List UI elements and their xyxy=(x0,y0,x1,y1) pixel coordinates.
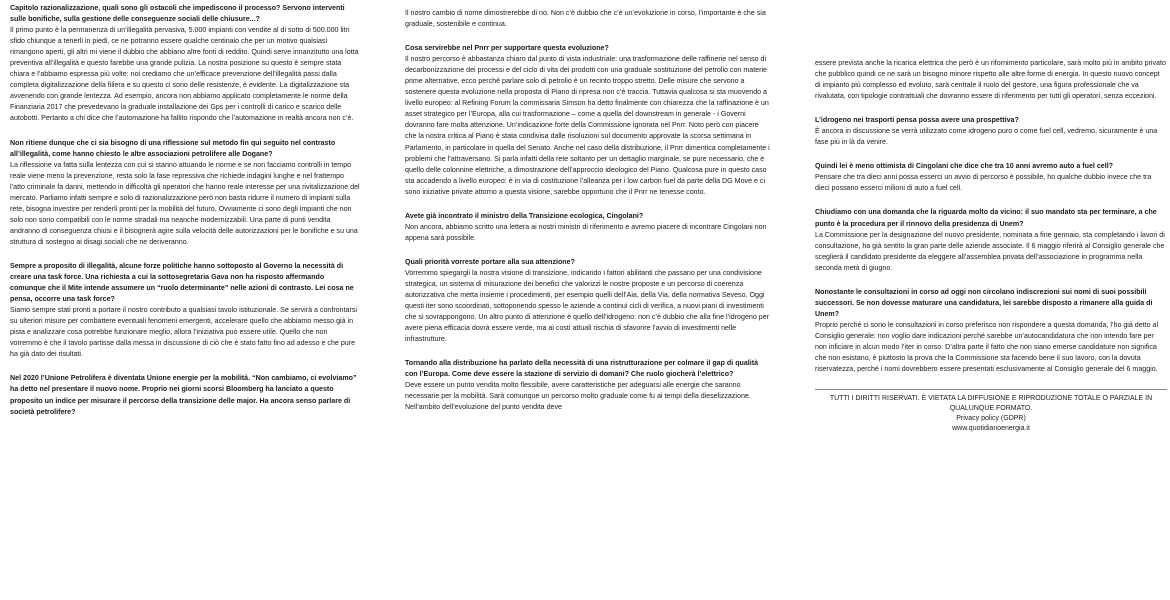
interview-block xyxy=(405,43,770,198)
interview-answer: Proprio perché ci sono le consultazioni in corso preferisco non rispondere a questa domanda, l’ho già detto al Consiglio generale: non voglio dare indicazioni perché sarebbe un’autocandidatura che non intendo fare per non inficiare in alcun modo l’iter in corso. D’altra parte il fatto che non siano emerse candidature non significa che non esistano, è piuttosto la prova che la Commissione sta facendo bene il suo lavoro, con la dovuta riservatezza, perché i nomi dovrebbero essere presentati esclusivamente al Consiglio generale del 6 maggio. xyxy=(815,320,1159,374)
interview-answer: Pensare che tra dieci anni possa esserci un avvio di percorso è possibile, ho qualche dubbio invece che tra dieci possano esserci milioni di auto a fuel cell. xyxy=(815,173,1152,193)
website-link[interactable]: www.quotidianoenergia.it xyxy=(952,425,1030,433)
interview-question: Cosa servirebbe nel Pnrr per supportare questa evoluzione? xyxy=(405,44,609,53)
interview-block xyxy=(10,138,360,248)
interview-block xyxy=(405,257,770,345)
interview-answer: Il nostro percorso è abbastanza chiaro dal punto di vista industriale: una trasformazione delle raffinerie nel senso di decarbonizzazione dei processi e del ciclo di vita dei prodotti con una graduale sostituzione del petrolio con materie prime alternative, ecco perché parlare solo di petrolio è un recinto troppo stretto. Delle misure che servono a sostenere questa evoluzione nella proposta di Piano di ripresa non c’è traccia. Tuttavia qualcosa si sta muovendo a livello europeo: al Refining Forum la commissaria Simson ha detto finalmente con chiarezza che la raffinazione è un asset strategico per l’Europa, alla cui trasformazione – come a quella del downstream in generale - i Governi dovranno fare molta attenzione. Un’indicazione forte della Commissione ignorata nel Pnrr. Noto però con piacere che la nostra critica al Piano è stata condivisa dalle risoluzioni sul documento approvate la scorsa settimana in Parlamento, in particolare in quella del Senato. Anche nel caso della distribuzione, il Pnrr dimentica completamente i problemi che l’attraversano. Si parla infatti della rete soltanto per un dettaglio marginale, se pure necessario, che è quello delle colonnine elettriche, a dimostrazione dell’approccio ideologico del Piano. Qualcosa pure in questo caso sta accadendo a livello europeo: è in via di costituzione l’alleanza per i low carbon fuel da parte della DG Move e ci sono iniziative private attorno a questa visione, sarebbe opportuno che il Pnrr ne tenesse conto. xyxy=(405,55,770,196)
interview-block xyxy=(815,287,1167,375)
privacy-policy-link[interactable]: Privacy policy (GDPR) xyxy=(956,415,1026,423)
interview-answer: Deve essere un punto vendita molto flessibile, avere caratteristiche per adeguarsi alle energie che saranno necessarie per la mobilità. Sarà comunque un percorso molto graduale come fu ai tempi della dieselizzazione. Nell’ambito dell’evoluzione del punto vendita deve xyxy=(405,381,751,412)
continued-answer: essere prevista anche la ricarica elettrica che però è un rifornimento particolare, sarà molto più in ambito privato che pubblico quindi ce ne sarà un bisogno minore rispetto alle altre forme di energia. In questo nuovo concept di impianto più complesso ed evoluto, sarà centrale il ruolo del gestore, una figura professionale che va rivalutata, con tipologie contrattuali che dovranno essere di riferimento per tutti gli operatori, senza eccezioni. xyxy=(815,59,1166,101)
article-column-2 xyxy=(405,8,770,414)
interview-question: Quali priorità vorreste portare alla sua attenzione? xyxy=(405,257,575,266)
interview-answer: Siamo sempre stati pronti a portare il nostro contributo a qualsiasi tavolo istituzionale. Se servirà a confrontarsi su ulteriori misure per combattere eventuali fenomeni emergenti, accelerare quello che abbiamo messo già in pista e analizzare cosa potrebbe funzionare meglio, allora l’iniziativa può essere utile. Quello che non vorremmo è che il tavolo partisse dalla messa in discussione di ciò che è stato fatto fino ad adesso e che pure ha già dato dei risultati. xyxy=(10,306,357,359)
interview-block xyxy=(815,207,1167,273)
interview-question: Capitolo razionalizzazione, quali sono gli ostacoli che impediscono il processo? Servono interventi sulle bonifiche, sulla gestione delle conseguenze sociali delle chiusure...? xyxy=(10,4,345,24)
continued-answer: Il nostro cambio di nome dimostrerebbe di no. Non c’è dubbio che c’è un’evoluzione in corso, l’importante è che sia graduale, sostenibile e continua. xyxy=(405,9,766,29)
page-footer xyxy=(815,389,1167,434)
interview-answer: La Commissione per la designazione del nuovo presidente, nominata a fine gennaio, sta completando i lavori di consultazione, ha già sentito la gran parte delle aziende associate. Il 6 maggio riferirà al Consiglio generale che sceglierà il candidato presidente da eleggere all’assemblea privata dell’associazione in programma nella seconda metà di giugno. xyxy=(815,230,1165,272)
interview-answer: Non ancora, abbiamo scritto una lettera ai nostri ministri di riferimento e avremo piacere di incontrare Cingolani non appena sarà possibile. xyxy=(405,222,767,242)
article-column-3 xyxy=(815,58,1167,434)
interview-question: Chiudiamo con una domanda che la riguarda molto da vicino: il suo mandato sta per terminare, a che punto è la procedura per il rinnovo della presidenza di Unem? xyxy=(815,208,1157,228)
interview-block xyxy=(405,211,770,244)
interview-question: Avete già incontrato il ministro della Transizione ecologica, Cingolani? xyxy=(405,211,644,220)
interview-block xyxy=(10,373,360,417)
interview-block xyxy=(815,161,1167,194)
interview-question: Non ritiene dunque che ci sia bisogno di una riflessione sul metodo fin qui seguito nel contrasto all’illegalità, come hanno chiesto le altre associazioni petrolifere alle Dogane? xyxy=(10,138,336,158)
interview-block xyxy=(815,115,1167,148)
article-column-1 xyxy=(10,3,360,418)
interview-block xyxy=(10,261,360,360)
interview-question: L’idrogeno nei trasporti pensa possa avere una prospettiva? xyxy=(815,116,1019,125)
interview-question: Tornando alla distribuzione ha parlato della necessità di una ristrutturazione per colmare il gap di qualità con l’Europa. Come deve essere la stazione di servizio di domani? Che ruolo giocherà l’elettrico? xyxy=(405,359,759,379)
interview-answer: Vorremmo spiegargli la nostra visione di transizione, indicando i fattori abilitanti che passano per una condivisione strategica, un sistema di misurazione dei benefici che valorizzi le nostre proposte e un percorso di coerenza autorizzativa che metta insieme i procedimenti, per esempio quelli dell’Aia, della Via, della normativa Seveso. Oggi questi iter sono scoordinati, sottoponendo spesso le aziende a continui cicli di verifica, a nuovi piani di investimenti che si sovrappongono. Un altro punto di attenzione è quello dell’idrogeno: non c’è dubbio che alla fine l’idrogeno per avere piena efficacia dovrà essere verde, ma ai costi attuali rischia di sfavorire l’avvio di investimenti nelle infrastrutture. xyxy=(405,268,770,344)
interview-answer: La riflessione va fatta sulla lentezza con cui si stanno attuando le norme e se non facciamo controlli in tempo reale viene meno la prevenzione, resta solo la fase repressiva che richiede indagini lunghe e nel frattempo l’atto criminale fa danni, mettendo in difficoltà gli operatori che hanno reale interesse per una rivitalizzazione del mercato. Parliamo infatti sempre e solo di razionalizzazione però non basta ridurre il numero di impianti sulla rete, bisogna investire per renderli pronti per la mobilità del futuro. Ovviamente ci sono degli impianti che non solo non sono compatibili con le norme stradali ma neanche modernizzabili. Una parte di punti vendita andranno di conseguenza chiusi e il bisognerà agire sulla velocità delle autorizzazioni per le bonifiche e su una struttura di sostegno ai disagi sociali che ne deriveranno. xyxy=(10,160,360,246)
interview-answer: Il primo punto è la permanenza di un’illegalità pervasiva, 5.000 impianti con vendite al di sotto di 500.000 litri sfido chiunque a tenerli in piedi, ce ne potranno essere qualche centinaio che per un motivo qualsiasi rimangono aperti, gli altri mi viene il dubbio che abbiano altre fonti di reddito. Quindi serve innanzitutto una lotta preventiva all’illegalità e questo farebbe una grande pulizia. La nostra posizione su questo è sempre stata chiara e l’abbiamo espressa più volte: noi crediamo che un’efficace prevenzione dell’illegalità passi dalla completa digitalizzazione della filiera e su questo ci sono delle resistenze, è evidente. La digitalizzazione sta avvenendo con grande lentezza. Ad esempio, ancora non abbiamo applicato completamente le norme della Finanziaria 2017 che prevedevano la graduale installazione dei Gps per i controlli di carico e scarico delle autobotti. Pertanto a chi dice che l’automazione ha fallito rispondo che l’automazione in realtà ancora non c’è. xyxy=(10,26,359,123)
interview-question: Sempre a proposito di illegalità, alcune forze politiche hanno sottoposto al Governo la necessità di creare una task force. Una richiesta a cui la sottosegretaria Gava non ha risposto affermando comunque che il Mite intende assumere un “ruolo determinante” nelle azioni di contrasto. Lei cosa ne pensa, occorre una task force? xyxy=(10,261,354,304)
copyright-notice: TUTTI I DIRITTI RISERVATI. È VIETATA LA DIFFUSIONE E RIPRODUZIONE TOTALE O PARZIALE IN QUALUNQUE FORMATO. xyxy=(829,395,1153,413)
interview-question: Nonostante le consultazioni in corso ad oggi non circolano indiscrezioni sui nomi di suoi possibili successori. Se non dovesse maturare una candidatura, lei sarebbe disposto a rimanere alla guida di Unem? xyxy=(815,287,1153,318)
interview-question: Nel 2020 l’Unione Petrolifera è diventata Unione energie per la mobilità. “Non cambiamo, ci evolviamo” ha detto nel presentare il nuovo nome. Proprio nei giorni scorsi Bloomberg ha lanciato a questo proposito un indice per misurare il percorso della transizione delle major. Ha ancora senso parlare di società petrolifere? xyxy=(10,374,357,416)
interview-question: Quindi lei è meno ottimista di Cingolani che dice che tra 10 anni avremo auto a fuel cell? xyxy=(815,162,1114,171)
interview-block xyxy=(10,3,360,125)
interview-answer: È ancora in discussione se verrà utilizzato come idrogeno puro o come fuel cell, vedremo, sicuramente è una fase più in là da venire. xyxy=(815,127,1158,147)
interview-block xyxy=(405,358,770,413)
